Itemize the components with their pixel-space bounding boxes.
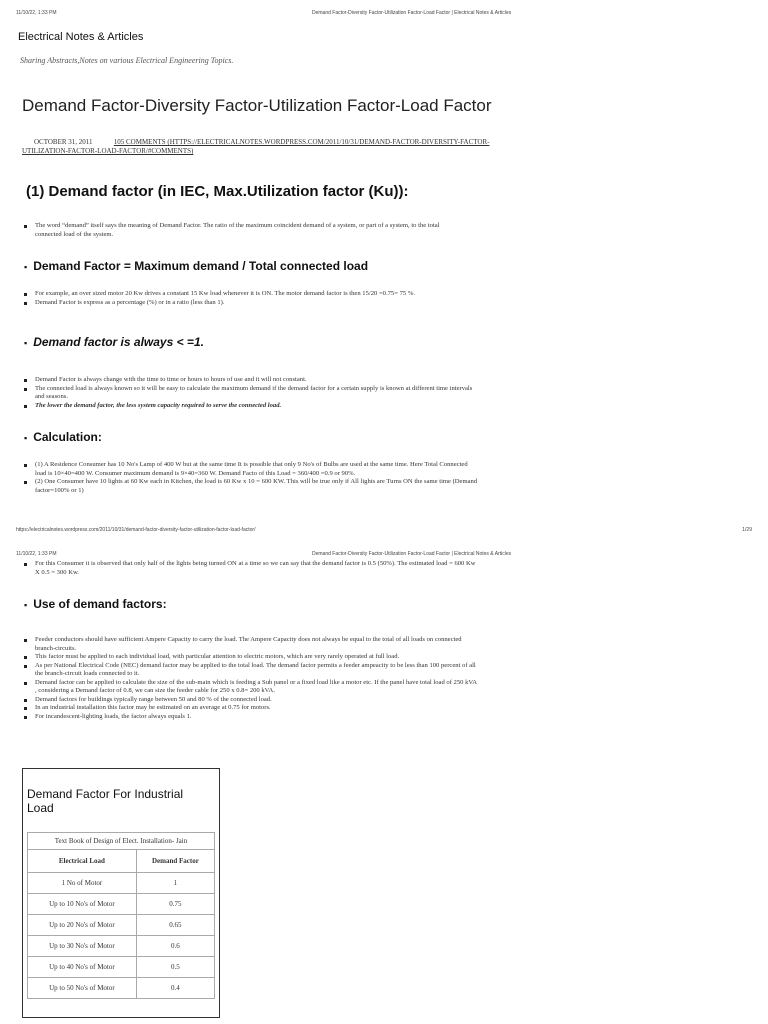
list-item: For incandescent-lighting loads, the factor always equals 1. — [24, 713, 479, 722]
post-title: Demand Factor-Diversity Factor-Utilization Factor-Load Factor — [22, 96, 492, 115]
calculation-heading-text: Calculation: — [33, 430, 102, 444]
continuation-list — [24, 560, 479, 577]
demand-factor-table — [27, 832, 215, 999]
list-item: Demand factor can be applied to calculate the size of the sub-main which is feeding a Sub panel or a fixed load like a motor etc. If the panel have total load of 250 kVA , considering a Demand factor of 0.8, we can size the feeder cable for 250 x 0.8= 200 kVA. — [24, 679, 479, 696]
cell-load: Up to 10 No's of Motor — [28, 894, 137, 915]
cell-factor: 0.4 — [136, 978, 214, 999]
cell-factor: 0.75 — [136, 894, 214, 915]
always-heading — [24, 335, 204, 349]
cell-load: Up to 30 No's of Motor — [28, 936, 137, 957]
list-item: For this Consumer it is observed that only half of the lights being turned ON at a time so we can say that the demand factor is 0.5 (50%). The estimated load = 600 Kw X 0.5 = 300 Kw. — [24, 560, 479, 577]
print-url: https://electricalnotes.wordpress.com/2011/10/31/demand-factor-diversity-factor-utilization-factor-load-factor/ — [16, 527, 256, 533]
column-header-factor: Demand Factor — [136, 850, 214, 873]
table-row — [28, 957, 215, 978]
list-item: Demand Factor is express as a percentage (%) or in a ratio (less than 1). — [24, 299, 474, 308]
list-item: Demand Factor is always change with the time to time or hours to hours of use and it will not constant. — [24, 376, 474, 385]
cell-load: Up to 20 No's of Motor — [28, 915, 137, 936]
print-title: Demand Factor-Diversity Factor-Utilization Factor-Load Factor | Electrical Notes & Articles — [312, 10, 512, 16]
formula-list — [24, 290, 474, 307]
list-item: The word “demand” itself says the meaning of Demand Factor. The ratio of the maximum coincident demand of a system, or part of a system, to the total connected load of the system. — [24, 222, 464, 239]
cell-factor: 0.5 — [136, 957, 214, 978]
list-item: For example, an over sized motor 20 Kw drives a constant 15 Kw load whenever it is ON. The motor demand factor is then 15/20 =0.75= 75 %. — [24, 290, 474, 299]
cell-load: 1 No of Motor — [28, 873, 137, 894]
uses-list — [24, 636, 479, 721]
table-row — [28, 936, 215, 957]
table-row — [28, 894, 215, 915]
list-item: The connected load is always known so it will be easy to calculate the maximum demand if the demand factor for a certain supply is known at different time intervals and seasons. — [24, 385, 474, 402]
comments-link[interactable]: 105 COMMENTS (HTTPS://ELECTRICALNOTES.WORDPRESS.COM/2011/10/31/DEMAND-FACTOR-DIVERSITY-FACTOR-UTILIZATION-FACTOR-LOAD-FACTOR/#COMMENTS) — [22, 138, 490, 155]
demand-factor-table-box — [22, 768, 220, 1018]
table-source-row — [28, 833, 215, 850]
post-date: OCTOBER 31, 2011 — [34, 138, 93, 146]
table-row — [28, 873, 215, 894]
uses-heading — [24, 597, 167, 611]
always-heading-text: Demand factor is always < =1. — [33, 335, 204, 349]
bullet-mark: ▪ — [24, 262, 28, 272]
table-header-row — [28, 850, 215, 873]
demand-factor-definition-list — [24, 222, 464, 239]
list-item: In an industrial installation this factor may be estimated on an average at 0.75 for motors. — [24, 704, 479, 713]
uses-heading-text: Use of demand factors: — [33, 597, 167, 611]
section-demand-factor-heading: (1) Demand factor (in IEC, Max.Utilization factor (Ku)): — [26, 183, 409, 200]
list-item: Demand factors for buildings typically range between 50 and 80 % of the connected load. — [24, 696, 479, 705]
site-tagline: Sharing Abstracts,Notes on various Electrical Engineering Topics. — [20, 56, 234, 65]
bullet-mark: ▪ — [24, 600, 28, 610]
table-row — [28, 978, 215, 999]
table-source: Text Book of Design of Elect. Installation- Jain — [28, 833, 215, 850]
calculation-heading — [24, 430, 102, 444]
print-title: Demand Factor-Diversity Factor-Utilization Factor-Load Factor | Electrical Notes & Articles — [312, 551, 512, 557]
cell-factor: 1 — [136, 873, 214, 894]
always-list — [24, 376, 474, 410]
print-page-number: 1/29 — [742, 527, 752, 533]
print-date: 11/10/22, 1:33 PM — [16, 551, 57, 557]
column-header-load: Electrical Load — [28, 850, 137, 873]
list-item: Feeder conductors should have sufficient Ampere Capacity to carry the load. The Ampere Capacity does not always be equal to the total of all loads on connected branch-circuits. — [24, 636, 479, 653]
cell-factor: 0.6 — [136, 936, 214, 957]
table-row — [28, 915, 215, 936]
list-item: (1) A Residence Consumer has 10 No's Lamp of 400 W but at the same time It is possible that only 9 No's of Bulbs are used at the same time. Here Total Connected load is 10×40=400 W. Consumer maximum demand is 9×40=360 W. Demand Facto of this Load = 360/400 =0.9 or 90%. — [24, 461, 479, 478]
cell-factor: 0.65 — [136, 915, 214, 936]
print-date: 11/10/22, 1:33 PM — [16, 10, 57, 16]
list-item: As per National Electrical Code (NEC) demand factor may be applied to the total load. The demand factor permits a feeder ampeacity to be less than 100 percent of all the branch-circuit loads connected to it. — [24, 662, 479, 679]
formula-heading — [24, 259, 368, 273]
formula-heading-text: Demand Factor = Maximum demand / Total connected load — [33, 259, 369, 273]
cell-load: Up to 50 No's of Motor — [28, 978, 137, 999]
bullet-mark: ▪ — [24, 433, 28, 443]
list-item: (2) One Consumer have 10 lights at 60 Kw each in Kitchen, the load is 60 Kw x 10 = 600 KW. This will be true only if All lights are Turns ON the same time (Demand factor=100% or 1) — [24, 478, 479, 495]
list-item-emphasis: The lower the demand factor, the less system capacity required to serve the connected load. — [24, 402, 474, 411]
bullet-mark: ▪ — [24, 338, 28, 348]
cell-load: Up to 40 No's of Motor — [28, 957, 137, 978]
site-title[interactable]: Electrical Notes & Articles — [18, 31, 144, 43]
post-meta — [22, 138, 492, 156]
list-item: This factor must be applied to each individual load, with particular attention to electric motors, which are very rarely operated at full load. — [24, 653, 479, 662]
calculation-list — [24, 461, 479, 495]
table-title: Demand Factor For Industrial Load — [27, 787, 184, 815]
